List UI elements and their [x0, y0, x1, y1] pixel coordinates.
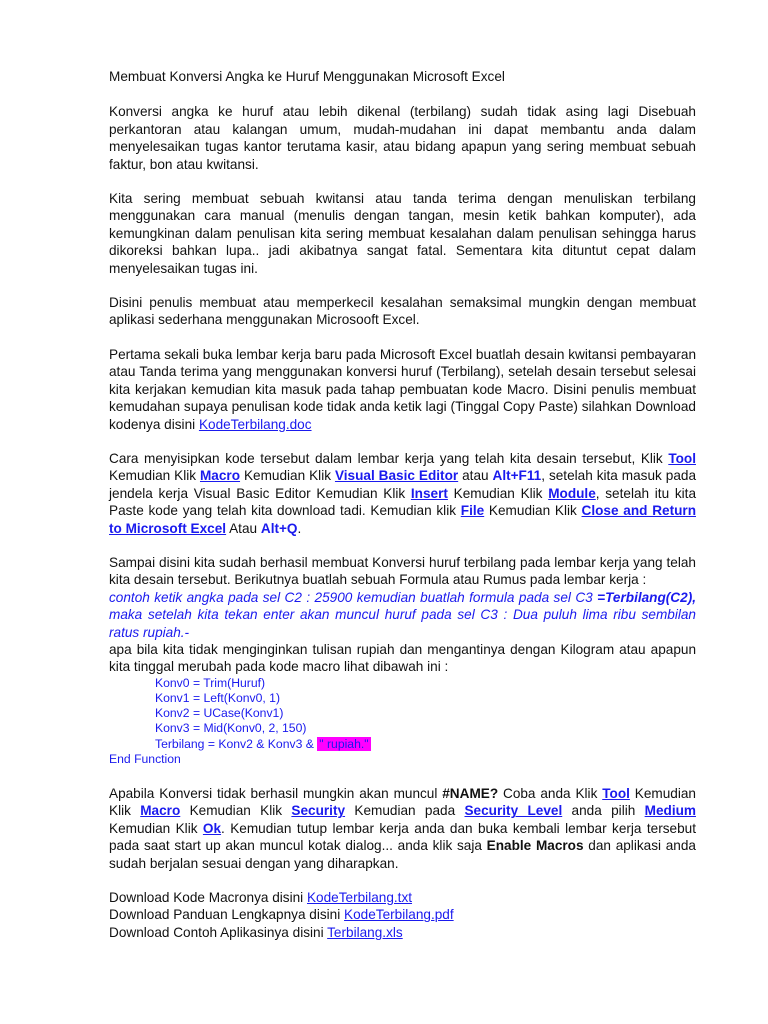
text-segment: Kemudian Klik: [180, 803, 292, 819]
code-line: Konv2 = UCase(Konv1): [155, 706, 284, 721]
text-segment: anda pilih: [562, 803, 645, 819]
text-segment: Kemudian Klik: [109, 468, 200, 484]
example-text: maka setelah kita tekan enter akan muncul huruf pada sel C3 : Dua puluh lima ribu sembilan ratus rupiah.-: [109, 607, 696, 640]
paragraph-change-unit: apa bila kita tidak menginginkan tulisan rupiah dan mengantinya dengan Kilogram atau apapun kita tinggal merubah pada kode macro lihat dibawah ini :: [109, 641, 696, 675]
enable-macros: Enable Macros: [486, 838, 584, 854]
download-label: Download Panduan Lengkapnya disini: [109, 907, 345, 923]
download-line-xls: [109, 924, 696, 941]
text-segment: Cara menyisipkan kode tersebut dalam lembar kerja yang telah kita desain tersebut, Klik: [109, 450, 669, 466]
keyword-medium: Medium: [644, 803, 696, 819]
text-segment: .: [297, 520, 302, 536]
code-line: Konv1 = Left(Konv0, 1): [155, 690, 280, 705]
first-step-text: Pertama sekali buka lembar kerja baru pada Microsoft Excel buatlah desain kwitansi pembayaran atau Tanda terima yang menggunakan konversi huruf (Terbilang), setelah desain tersebut selesai kita kerjakan kemudian kita masuk pada tahap pembuatan kode Macro. Disini penulis membuat kemudahan supaya penulisan kode tidak anda ketik lagi (Tinggal Copy Paste) silahkan Download kodenya disini: [109, 346, 696, 432]
code-line: [109, 737, 696, 752]
paragraph-intro: Konversi angka ke huruf atau lebih dikenal (terbilang) sudah tidak asing lagi Disebuah perkantoran atau kalangan umum, mudah-mudahan ini dapat membantu anda dalam menyelesaikan tugas kantor terutama kasir, atau bidang apapun yang sering membuat sebuah faktur, bon atau kwitansi.: [109, 104, 696, 172]
keyword-visual-basic-editor: Visual Basic Editor: [334, 468, 459, 484]
text-segment: Kemudian pada: [345, 803, 465, 819]
formula-terbilang: =Terbilang(C2),: [597, 589, 696, 605]
keyword-ok: Ok: [202, 820, 222, 836]
document-page: [109, 68, 696, 941]
paragraph-troubleshoot: [109, 785, 696, 872]
text-segment: , setelah kita masuk pada jendela kerja Visual Basic Editor Kemudian Klik: [109, 468, 697, 501]
text-segment: Kemudian Klik: [447, 485, 549, 501]
keyword-macro: Macro: [199, 468, 241, 484]
paragraph-manual-writing: Kita sering membuat sebuah kwitansi atau tanda terima dengan menuliskan terbilang menggunakan cara manual (menulis dengan tangan, mesin ketik bahkan komputer), ada kemungkinan dalam penulisan kita sering membuat kesalahan dalam penulisan sehingga harus dikoreksi bahkan lupa.. jadi akibatnya sangat fatal. Sementara kita dituntut cepat dalam menyelesaikan tugas ini.: [109, 191, 696, 276]
code-line: Konv3 = Mid(Konv0, 2, 150): [155, 721, 307, 736]
text-segment: Kemudian Klik: [484, 503, 582, 519]
keyword-macro: Macro: [140, 803, 181, 819]
link-kode-terbilang-doc[interactable]: KodeTerbilang.doc: [198, 416, 312, 432]
keyword-alt-f11: Alt+F11: [492, 468, 542, 484]
text-segment: atau: [458, 468, 493, 484]
text-segment: , setelah itu kita Paste kode yang telah kita download tadi. Kemudian klik: [109, 485, 697, 519]
keyword-insert: Insert: [410, 485, 448, 501]
link-terbilang-xls[interactable]: Terbilang.xls: [327, 924, 403, 940]
download-label: Download Contoh Aplikasinya disini: [109, 924, 328, 940]
code-text: Terbilang = Konv2 & Konv3 &: [155, 736, 318, 751]
download-line-txt: [109, 889, 696, 906]
text-segment: Apabila Konversi tidak berhasil mungkin akan muncul: [109, 786, 443, 801]
download-line-pdf: [109, 906, 696, 923]
text-segment: dan aplikasi anda sudah berjalan sesuai dengan yang diharapkan.: [109, 838, 696, 871]
text-segment: . Kemudian tutup lembar kerja anda dan buka kembali lembar kerja tersebut pada saat start up akan muncul kotak dialog... anda klik saja: [109, 820, 696, 854]
example-text: contoh ketik angka pada sel C2 : 25900 kemudian buatlah formula pada sel C3: [109, 589, 598, 605]
download-label: Download Kode Macronya disini: [109, 890, 307, 906]
keyword-security-level: Security Level: [464, 803, 563, 819]
text-segment: Coba anda Klik: [498, 786, 603, 801]
error-name: #NAME?: [442, 786, 499, 801]
keyword-file: File: [460, 503, 485, 519]
paragraph-purpose: Disini penulis membuat atau memperkecil kesalahan semaksimal mungkin dengan membuat aplikasi sederhana menggunakan Microsooft Excel.: [109, 295, 696, 328]
text-segment: Kemudian Klik: [109, 786, 696, 819]
highlighted-rupiah-string: " rupiah.": [319, 736, 369, 751]
code-line: Konv0 = Trim(Huruf): [155, 675, 266, 690]
macro-code-block: [109, 676, 696, 767]
paragraph-first-step: [109, 346, 696, 433]
keyword-alt-q: Alt+Q: [260, 520, 298, 536]
text-segment: Kemudian Klik: [109, 820, 203, 836]
document-title: Membuat Konversi Angka ke Huruf Menggunakan Microsoft Excel: [109, 69, 505, 84]
keyword-module: Module: [548, 485, 596, 501]
code-end-function: End Function: [109, 751, 181, 766]
keyword-tool: Tool: [602, 786, 630, 801]
link-kode-terbilang-pdf[interactable]: KodeTerbilang.pdf: [344, 907, 454, 923]
keyword-tool: Tool: [668, 450, 696, 466]
formula-example: [109, 589, 696, 641]
keyword-security: Security: [291, 803, 346, 819]
paragraph-formula: Sampai disini kita sudah berhasil membuat Konversi huruf terbilang pada lembar kerja yang telah kita desain tersebut. Berikutnya buatlah sebuah Formula atau Rumus pada lembar kerja :: [109, 554, 696, 588]
paragraph-insert-code: [109, 450, 696, 537]
keyword-close-and-return: Close and Return to Microsoft Excel: [109, 503, 696, 536]
text-segment: Kemudian Klik: [240, 468, 335, 484]
link-kode-terbilang-txt[interactable]: KodeTerbilang.txt: [306, 890, 413, 906]
text-segment: Atau: [226, 520, 261, 536]
